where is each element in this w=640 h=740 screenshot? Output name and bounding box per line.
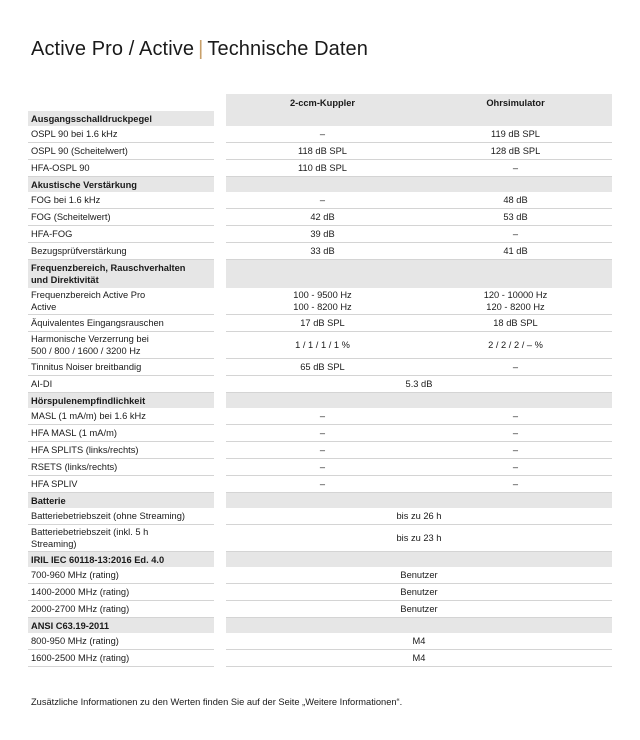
table-row: AI-DI 5.3 dB bbox=[28, 376, 612, 393]
table-row: RSETS (links/rechts) – – bbox=[28, 459, 612, 476]
table-row: HFA MASL (1 mA/m) – – bbox=[28, 425, 612, 442]
title-section: Technische Daten bbox=[207, 38, 368, 60]
table-row: Batteriebetriebszeit (ohne Streaming) bis zu 26 h bbox=[28, 508, 612, 525]
table-row: HFA-OSPL 90 110 dB SPL – bbox=[28, 160, 612, 177]
page-title bbox=[31, 38, 368, 61]
section-header: ANSI C63.19-2011 bbox=[28, 618, 612, 634]
table-row: FOG bei 1.6 kHz – 48 dB bbox=[28, 192, 612, 209]
section-header: Batterie bbox=[28, 493, 612, 509]
table-row: OSPL 90 (Scheitelwert) 118 dB SPL 128 dB SPL bbox=[28, 143, 612, 160]
table-row: 1400-2000 MHz (rating) Benutzer bbox=[28, 584, 612, 601]
section-header: Akustische Verstärkung bbox=[28, 177, 612, 193]
table-row: 800-950 MHz (rating) M4 bbox=[28, 633, 612, 650]
table-row: FOG (Scheitelwert) 42 dB 53 dB bbox=[28, 209, 612, 226]
section-header: Hörspulenempfindlichkeit bbox=[28, 393, 612, 409]
table-row: 700-960 MHz (rating) Benutzer bbox=[28, 567, 612, 584]
section-header: Frequenzbereich, Rauschverhalten und Direktivität bbox=[28, 260, 612, 289]
column-header-coupler: 2-ccm-Kuppler bbox=[226, 94, 419, 111]
section-header: IRIL IEC 60118-13:2016 Ed. 4.0 bbox=[28, 552, 612, 568]
table-row: Äquivalentes Eingangsrauschen 17 dB SPL 18 dB SPL bbox=[28, 315, 612, 332]
table-row: OSPL 90 bei 1.6 kHz – 119 dB SPL bbox=[28, 126, 612, 143]
table-row: Batteriebetriebszeit (inkl. 5 h Streaming) bis zu 23 h bbox=[28, 525, 612, 552]
table-row: HFA-FOG 39 dB – bbox=[28, 226, 612, 243]
column-header-ear-simulator: Ohrsimulator bbox=[419, 94, 612, 111]
spec-table bbox=[28, 94, 612, 667]
table-row: 1600-2500 MHz (rating) M4 bbox=[28, 650, 612, 667]
title-product: Active Pro / Active bbox=[31, 38, 195, 60]
table-row: Bezugsprüfverstärkung 33 dB 41 dB bbox=[28, 243, 612, 260]
table-row: HFA SPLITS (links/rechts) – – bbox=[28, 442, 612, 459]
table-row: Harmonische Verzerrung bei 500 / 800 / 1600 / 3200 Hz 1 / 1 / 1 / 1 % 2 / 2 / 2 / – % bbox=[28, 332, 612, 359]
table-row: 2000-2700 MHz (rating) Benutzer bbox=[28, 601, 612, 618]
table-header bbox=[28, 94, 612, 111]
section-header: Ausgangsschalldruckpegel bbox=[28, 111, 612, 126]
footer-note: Zusätzliche Informationen zu den Werten finden Sie auf der Seite „Weitere Informationen“. bbox=[31, 697, 403, 707]
table-row: MASL (1 mA/m) bei 1.6 kHz – – bbox=[28, 408, 612, 425]
table-row: Tinnitus Noiser breitbandig 65 dB SPL – bbox=[28, 359, 612, 376]
table-row: HFA SPLIV – – bbox=[28, 476, 612, 493]
table-row: Frequenzbereich Active Pro Active 100 - 9500 Hz 100 - 8200 Hz 120 - 10000 Hz 120 - 8200 Hz bbox=[28, 288, 612, 315]
title-separator: | bbox=[198, 38, 204, 60]
